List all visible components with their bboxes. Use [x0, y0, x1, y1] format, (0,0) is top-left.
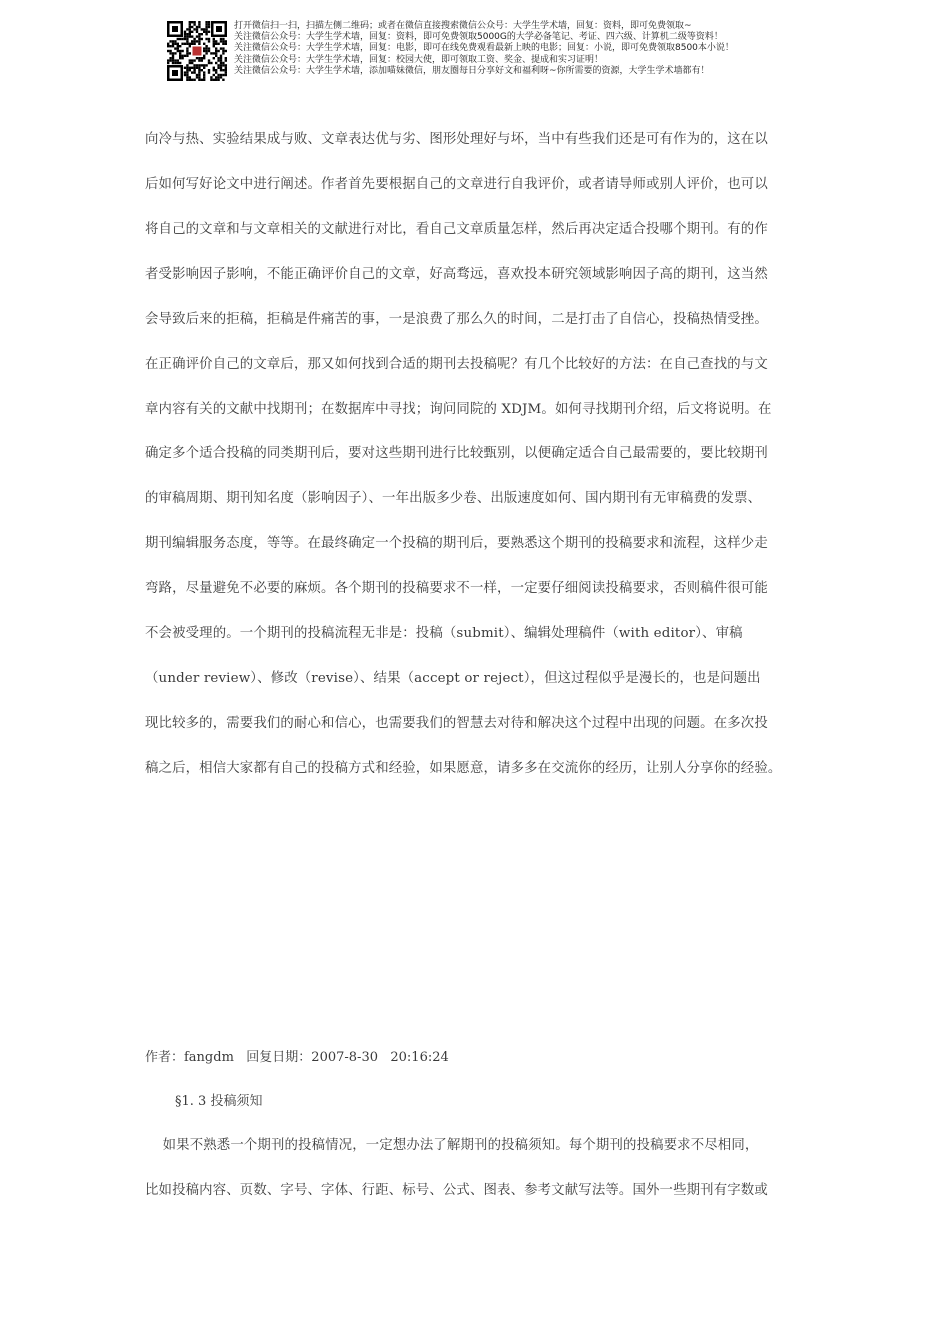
text-line: 会导致后来的拒稿，拒稿是件痛苦的事，一是浪费了那么久的时间，二是打击了自信心，投稿热情受挫。	[145, 312, 768, 327]
banner-line: 关注微信公众号：大学生学术墙，回复：电影，即可在线免费观看最新上映的电影；回复：小说，即可免费领取8500本小说！	[234, 43, 734, 54]
text-line: 将自己的文章和与文章相关的文献进行对比，看自己文章质量怎样，然后再决定适合投哪个期刊。有的作	[145, 222, 768, 237]
banner-line: 关注微信公众号：大学生学术墙，添加喵妹微信，朋友圈每日分享好文和福利呀~你所需要的资源，大学生学术墙都有！	[234, 65, 710, 76]
text-line: （under review）、修改（revise）、结果（accept or reject），但这过程似乎是漫长的，也是问题出	[145, 671, 761, 686]
text-line: 章内容有关的文献中找期刊；在数据库中寻找；询问同院的 XDJM。如何寻找期刊介绍，后文将说明。在	[145, 402, 772, 417]
qr-code-icon[interactable]	[166, 20, 228, 82]
text-line: 比如投稿内容、页数、字号、字体、行距、标号、公式、图表、参考文献写法等。国外一些期刊有字数或	[145, 1183, 768, 1198]
text-line: 向冷与热、实验结果成与败、文章表达优与劣、图形处理好与坏，当中有些我们还是可有作为的，这在以	[145, 132, 768, 147]
banner-line: 打开微信扫一扫，扫描左侧二维码；或者在微信直接搜索微信公众号：大学生学术墙，回复：资料，即可免费领取~	[234, 21, 692, 31]
banner-line: 关注微信公众号：大学生学术墙，回复：校园大使，即可领取工资、奖金、提成和实习证明！	[234, 54, 604, 65]
text-line: 后如何写好论文中进行阐述。作者首先要根据自己的文章进行自我评价，或者请导师或别人评价，也可以	[145, 177, 768, 192]
section-heading: §1. 3 投稿须知	[175, 1094, 263, 1109]
promo-banner	[166, 20, 766, 86]
text-line: 如果不熟悉一个期刊的投稿情况，一定想办法了解期刊的投稿须知。每个期刊的投稿要求不尽相同，	[145, 1138, 759, 1153]
post-meta: 作者：fangdm 回复日期：2007-8-30 20:16:24	[145, 1050, 449, 1065]
banner-line: 关注微信公众号：大学生学术墙，回复：资料，即可免费领取5000G的大学必备笔记、考证、四六级、计算机二级等资料！	[234, 32, 723, 43]
text-line: 不会被受理的。一个期刊的投稿流程无非是：投稿（submit）、编辑处理稿件（with editor）、审稿	[145, 626, 743, 641]
text-line: 在正确评价自己的文章后，那又如何找到合适的期刊去投稿呢？有几个比较好的方法：在自己查找的与文	[145, 357, 768, 372]
text-line: 者受影响因子影响，不能正确评价自己的文章，好高骛远，喜欢投本研究领域影响因子高的期刊，这当然	[145, 267, 768, 282]
banner-text	[234, 21, 774, 77]
text-line: 弯路，尽量避免不必要的麻烦。各个期刊的投稿要求不一样，一定要仔细阅读投稿要求，否则稿件很可能	[145, 581, 768, 596]
text-line: 现比较多的，需要我们的耐心和信心，也需要我们的智慧去对待和解决这个过程中出现的问题。在多次投	[145, 716, 768, 731]
text-line: 期刊编辑服务态度，等等。在最终确定一个投稿的期刊后，要熟悉这个期刊的投稿要求和流程，这样少走	[145, 536, 768, 551]
text-line: 确定多个适合投稿的同类期刊后，要对这些期刊进行比较甄别，以便确定适合自己最需要的，要比较期刊	[145, 446, 768, 461]
text-line: 的审稿周期、期刊知名度（影响因子）、一年出版多少卷、出版速度如何、国内期刊有无审稿费的发票、	[145, 491, 762, 506]
text-line: 稿之后，相信大家都有自己的投稿方式和经验，如果愿意，请多多在交流你的经历，让别人分享你的经验。	[145, 761, 782, 776]
